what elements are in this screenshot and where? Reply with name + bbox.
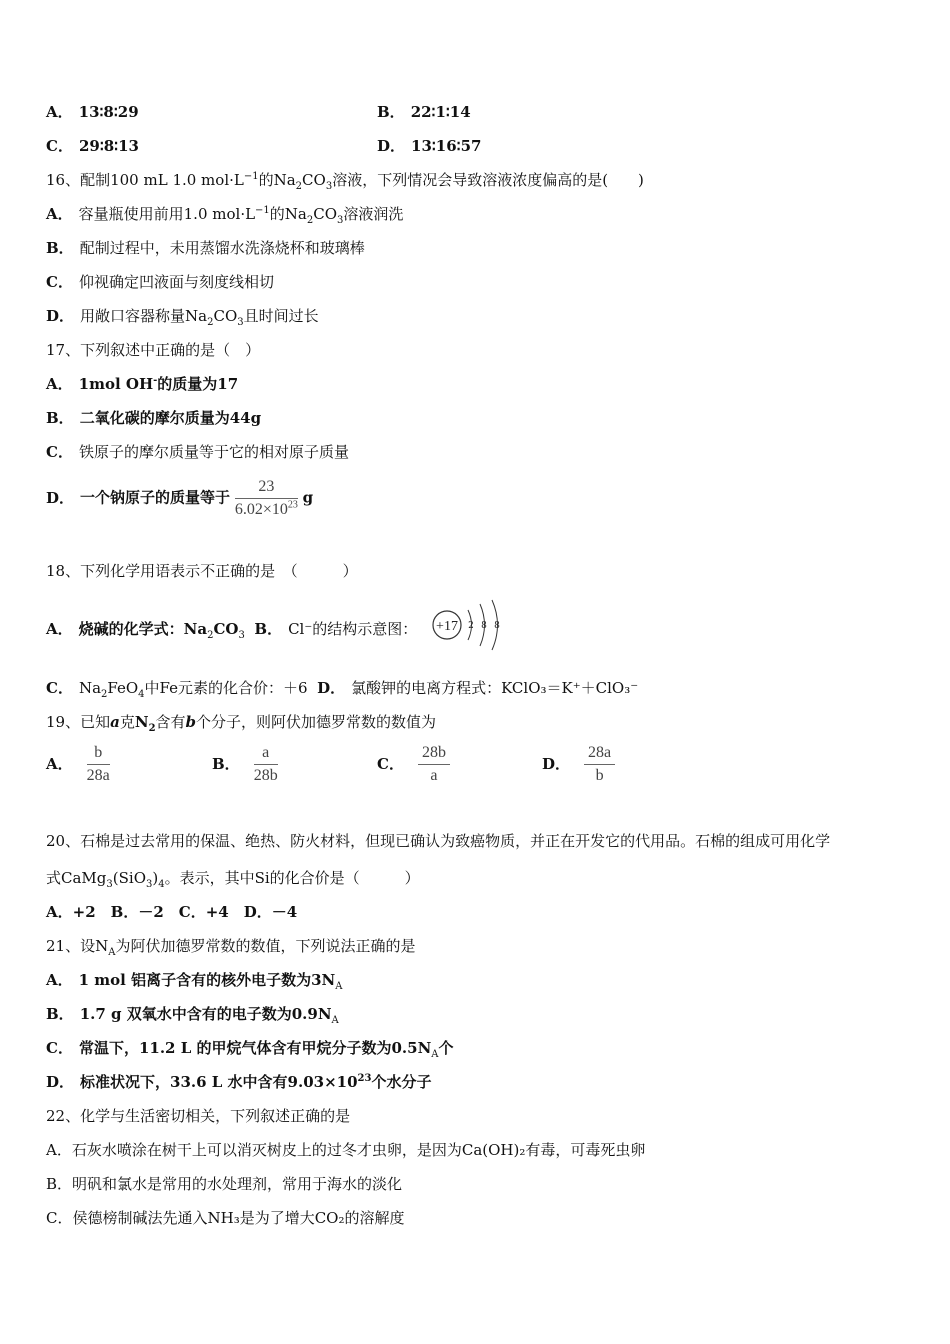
q19-option-d: D． $\frac{28a}{b}$: [542, 744, 615, 785]
diagram-shell-3: 8: [494, 621, 500, 631]
q20-stem-line1: 20、石棉是过去常用的保温、绝热、防火材料，但现已确认为致癌物质，并正在开发它的代用品。石棉的组成可用化学: [46, 832, 831, 850]
q17-option-d: D． 一个钠原子的质量等于 $\frac{23}{6.02\times 10^{23}}$ g: [46, 478, 314, 518]
q20-options: A．+2 B．－2 C．+4 D．－4: [46, 903, 298, 921]
q22-stem: 22、化学与生活密切相关，下列叙述正确的是: [46, 1107, 351, 1125]
q19-stem: 19、已知a克$N_2$含有b个分子，则阿伏加德罗常数的数值为: [46, 713, 437, 734]
q19-option-a: A． $\frac{b}{28a}$: [46, 744, 110, 784]
q21-option-d: D． 标准状况下，33.6 L 水中含有$9.03\times 10^{23}$个水分子: [46, 1073, 432, 1091]
q15-option-d: D． 13∶16∶57: [377, 137, 482, 155]
cl-ion-structure-diagram: [430, 598, 510, 652]
q18-option-ab: A． 烧碱的化学式：$Na_2CO_3$ B． Cl⁻的结构示意图：: [46, 620, 418, 641]
q18-option-cd: C． $Na_2FeO_4$中Fe元素的化合价：＋6 D． 氯酸钾的电离方程式：KClO₃＝K⁺＋ClO₃⁻: [46, 679, 639, 700]
q22-option-a: A．石灰水喷涂在树干上可以消灭树皮上的过冬才虫卵，是因为Ca(OH)₂有毒，可毒死虫卵: [46, 1141, 646, 1159]
q16-option-c: C． 仰视确定凹液面与刻度线相切: [46, 273, 274, 291]
q16-option-d: D． 用敞口容器称量$Na_2CO_3$且时间过长: [46, 307, 319, 328]
q15-option-b: B． 22∶1∶14: [377, 103, 471, 121]
q21-option-b: B． 1.7 g 双氧水中含有的电子数为$0.9N_A$: [46, 1005, 339, 1026]
q18-stem: 18、下列化学用语表示不正确的是 （ ）: [46, 562, 358, 580]
q21-stem: 21、设$N_A$为阿伏加德罗常数的数值，下列说法正确的是: [46, 937, 416, 958]
diagram-nucleus: +17: [436, 619, 458, 634]
q17-option-c: C． 铁原子的摩尔质量等于它的相对原子质量: [46, 443, 349, 461]
q16-option-b: B． 配制过程中，未用蒸馏水洗涤烧杯和玻璃棒: [46, 239, 365, 257]
diagram-shell-2: 8: [481, 621, 487, 631]
q19-option-b: B． $\frac{a}{28b}$: [212, 744, 278, 784]
q21-option-c: C． 常温下，11.2 L 的甲烷气体含有甲烷分子数为$0.5N_A$个: [46, 1039, 454, 1060]
q16-option-a: A． 容量瓶使用前用1.0 $mol\cdot L^{-1}$的$Na_2CO_3$溶液润洗: [46, 205, 404, 226]
q20-stem-line2: 式$CaMg_3(SiO_3)_4$。表示，其中Si的化合价是（ ）: [46, 869, 420, 890]
diagram-shell-1: 2: [468, 621, 474, 631]
q15-option-c: C． 29∶8∶13: [46, 137, 139, 155]
q22-option-c: C．侯德榜制碱法先通入NH₃是为了增大CO₂的溶解度: [46, 1209, 405, 1227]
q17-option-a: A． 1mol OH-的质量为17: [46, 375, 239, 393]
q21-option-a: A． 1 mol 铝离子含有的核外电子数为$3N_A$: [46, 971, 343, 992]
q22-option-b: B．明矾和氯水是常用的水处理剂，常用于海水的淡化: [46, 1175, 403, 1193]
q19-option-c: C． $\frac{28b}{a}$: [377, 744, 450, 785]
q16-stem: 16、配制100 mL 1.0 $mol\cdot L^{-1}$的$Na_2CO_3$溶液，下列情况会导致溶液浓度偏高的是( ): [46, 171, 644, 192]
q17-stem: 17、下列叙述中正确的是（ ）: [46, 341, 261, 359]
q15-option-a: A． 13∶8∶29: [46, 103, 139, 121]
q17-option-b: B． 二氧化碳的摩尔质量为44g: [46, 409, 262, 427]
q17-fraction: $\frac{23}{6.02\times 10^{23}}$: [234, 478, 298, 518]
